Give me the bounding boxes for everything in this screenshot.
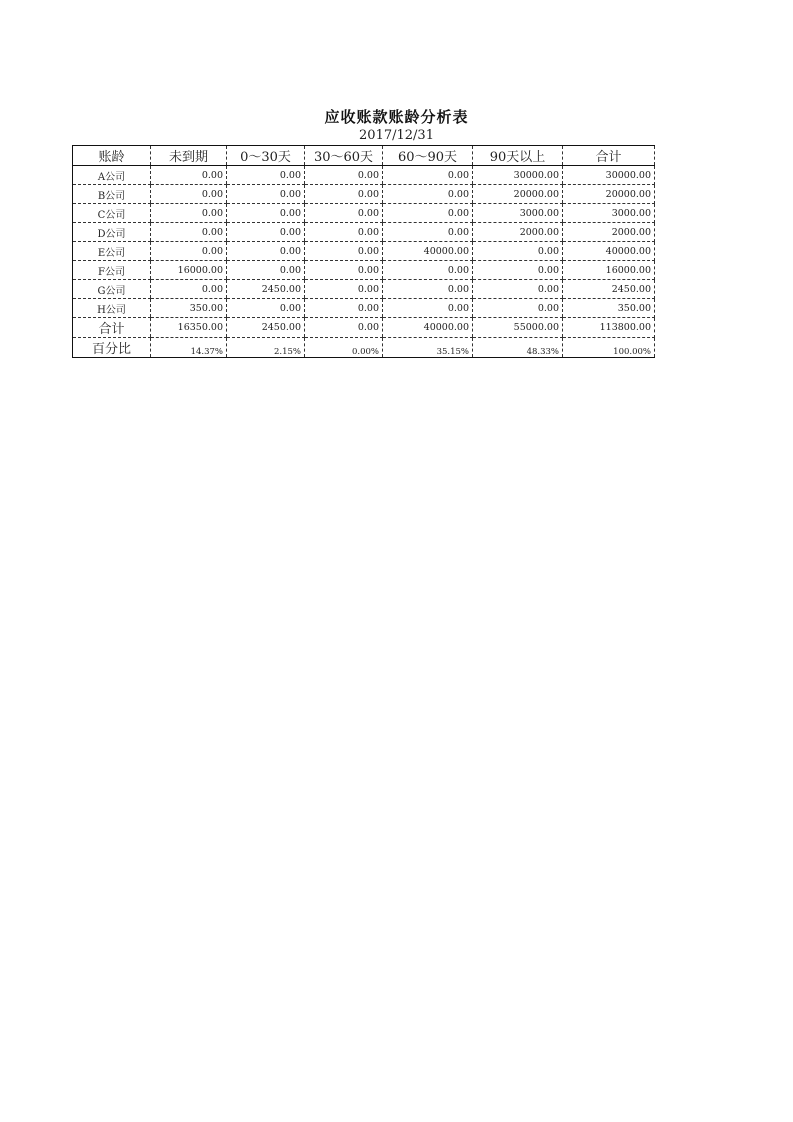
total-cell: 55000.00: [473, 318, 563, 338]
table-cell: 3000.00: [563, 204, 655, 223]
percent-cell: 48.33%: [473, 338, 563, 358]
row-label: C公司: [73, 204, 151, 223]
table-cell: 0.00: [473, 242, 563, 261]
table-row: [73, 261, 655, 280]
table-cell: 0.00: [305, 280, 383, 299]
table-cell: 0.00: [227, 299, 305, 318]
table-cell: 40000.00: [383, 242, 473, 261]
row-label: G公司: [73, 280, 151, 299]
table-cell: 0.00: [383, 204, 473, 223]
table-cell: 0.00: [227, 223, 305, 242]
header-cell: 30～60天: [305, 146, 383, 166]
row-label: A公司: [73, 166, 151, 185]
total-cell: 2450.00: [227, 318, 305, 338]
table-cell: 2000.00: [563, 223, 655, 242]
row-label: B公司: [73, 185, 151, 204]
table-cell: 0.00: [305, 261, 383, 280]
table-cell: 0.00: [383, 223, 473, 242]
percent-cell: 0.00%: [305, 338, 383, 358]
table-cell: 0.00: [227, 204, 305, 223]
percent-cell: 2.15%: [227, 338, 305, 358]
table-cell: 0.00: [227, 261, 305, 280]
table-cell: 350.00: [151, 299, 227, 318]
table-cell: 0.00: [383, 299, 473, 318]
header-cell: 0～30天: [227, 146, 305, 166]
percent-cell: 14.37%: [151, 338, 227, 358]
header-cell: 60～90天: [383, 146, 473, 166]
table-cell: 0.00: [473, 280, 563, 299]
aging-table: [72, 145, 655, 358]
percent-label: 百分比: [73, 338, 151, 358]
row-label: E公司: [73, 242, 151, 261]
table-cell: 0.00: [227, 185, 305, 204]
total-cell: 113800.00: [563, 318, 655, 338]
table-cell: 350.00: [563, 299, 655, 318]
header-cell: 合计: [563, 146, 655, 166]
table-cell: 0.00: [227, 166, 305, 185]
table-row: [73, 299, 655, 318]
table-cell: 0.00: [473, 299, 563, 318]
header-cell: 90天以上: [473, 146, 563, 166]
table-row: [73, 242, 655, 261]
table-cell: 16000.00: [151, 261, 227, 280]
table-cell: 0.00: [383, 280, 473, 299]
table-cell: 3000.00: [473, 204, 563, 223]
report-title: 应收账款账龄分析表: [324, 108, 469, 126]
total-cell: 40000.00: [383, 318, 473, 338]
table-row: [73, 185, 655, 204]
total-cell: 0.00: [305, 318, 383, 338]
table-cell: 0.00: [151, 280, 227, 299]
table-row: [73, 166, 655, 185]
table-cell: 30000.00: [563, 166, 655, 185]
percent-cell: 35.15%: [383, 338, 473, 358]
table-cell: 2450.00: [563, 280, 655, 299]
header-cell: 未到期: [151, 146, 227, 166]
total-cell: 16350.00: [151, 318, 227, 338]
table-cell: 2450.00: [227, 280, 305, 299]
table-cell: 0.00: [151, 223, 227, 242]
table-cell: 0.00: [151, 166, 227, 185]
table-cell: 0.00: [305, 242, 383, 261]
table-row: [73, 223, 655, 242]
table-cell: 0.00: [227, 242, 305, 261]
table-cell: 0.00: [305, 223, 383, 242]
row-label: H公司: [73, 299, 151, 318]
table-cell: 0.00: [383, 185, 473, 204]
total-row: [73, 318, 655, 338]
percent-row: [73, 338, 655, 358]
table-cell: 0.00: [151, 185, 227, 204]
table-cell: 0.00: [151, 242, 227, 261]
table-cell: 20000.00: [473, 185, 563, 204]
table-cell: 0.00: [305, 299, 383, 318]
report-date: 2017/12/31: [359, 128, 434, 143]
table-cell: 0.00: [383, 166, 473, 185]
header-cell: 账龄: [73, 146, 151, 166]
table-row: [73, 280, 655, 299]
table-cell: 0.00: [305, 166, 383, 185]
table-cell: 0.00: [383, 261, 473, 280]
table-cell: 0.00: [151, 204, 227, 223]
table-cell: 0.00: [305, 185, 383, 204]
row-label: D公司: [73, 223, 151, 242]
table-cell: 20000.00: [563, 185, 655, 204]
table-cell: 40000.00: [563, 242, 655, 261]
table-cell: 0.00: [305, 204, 383, 223]
total-label: 合计: [73, 318, 151, 338]
percent-cell: 100.00%: [563, 338, 655, 358]
table-header-row: [73, 146, 655, 166]
table-cell: 30000.00: [473, 166, 563, 185]
table-cell: 2000.00: [473, 223, 563, 242]
table-cell: 0.00: [473, 261, 563, 280]
table-cell: 16000.00: [563, 261, 655, 280]
row-label: F公司: [73, 261, 151, 280]
table-row: [73, 204, 655, 223]
